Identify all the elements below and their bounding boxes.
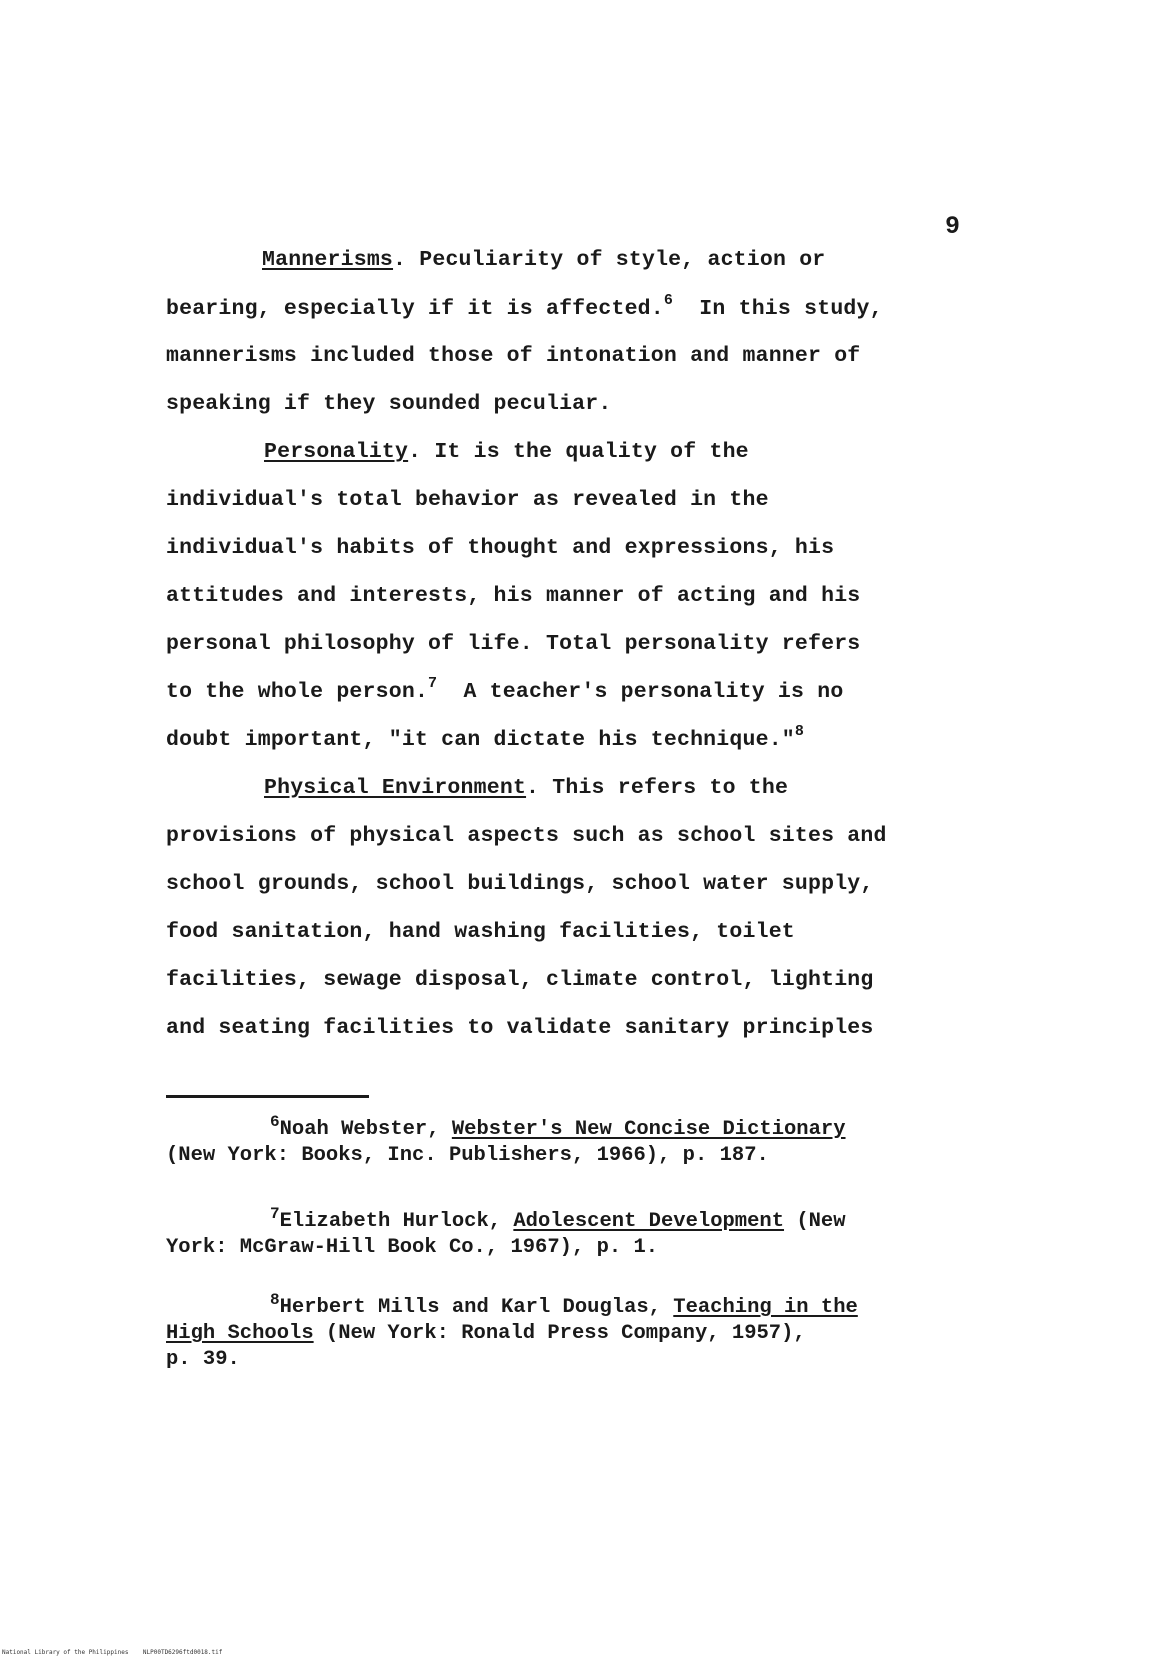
footnote-8-title-part-1: Teaching in the xyxy=(673,1296,858,1319)
personality-line-5: personal philosophy of life. Total personality refers xyxy=(166,632,861,656)
mannerisms-line-1: Mannerisms. Peculiarity of style, action or xyxy=(262,248,826,272)
term-physical-environment: Physical Environment xyxy=(264,776,527,800)
personality-line-3: individual's habits of thought and expressions, his xyxy=(166,536,835,560)
physical-line-4: food sanitation, hand washing facilities, toilet xyxy=(166,920,795,944)
footnote-6-title: Webster's New Concise Dictionary xyxy=(451,1118,846,1141)
personality-line-2: individual's total behavior as revealed in the xyxy=(166,488,769,512)
footnote-ref-8: 8 xyxy=(794,723,805,740)
scan-footer: National Library of the Philippines NLP00TD6296ftd0018.tif xyxy=(2,1649,223,1656)
footnote-8-line-1: $^8$Herbert Mills and Karl Douglas, Teaching in the xyxy=(270,1291,858,1319)
footnote-7-title: Adolescent Development xyxy=(513,1210,785,1233)
page-number: 9 xyxy=(945,212,961,241)
mannerisms-line-3: mannerisms included those of intonation and manner of xyxy=(166,344,861,368)
mannerisms-line-4: speaking if they sounded peculiar. xyxy=(166,392,612,416)
physical-line-3: school grounds, school buildings, school water supply, xyxy=(166,872,874,896)
personality-line-1: Personality. It is the quality of the xyxy=(264,440,749,464)
footnote-ref-6: 6 xyxy=(663,292,674,309)
footnote-6-line-2: (New York: Books, Inc. Publishers, 1966), p. 187. xyxy=(166,1144,769,1167)
footnote-7-line-1: $^7$Elizabeth Hurlock, Adolescent Development (New xyxy=(270,1205,846,1233)
footnote-8-line-2: High Schools (New York: Ronald Press Company, 1957), xyxy=(166,1322,806,1345)
physical-line-1: Physical Environment. This refers to the xyxy=(264,776,789,800)
physical-line-6: and seating facilities to validate sanitary principles xyxy=(166,1016,874,1040)
footnote-7-line-2: York: McGraw-Hill Book Co., 1967), p. 1. xyxy=(166,1236,659,1259)
term-mannerisms: Mannerisms xyxy=(262,248,394,272)
personality-line-4: attitudes and interests, his manner of acting and his xyxy=(166,584,861,608)
mannerisms-line-2: bearing, especially if it is affected.$^6$ In this study, xyxy=(166,292,883,321)
personality-line-6: to the whole person.$^7$ A teacher's personality is no xyxy=(166,675,844,704)
personality-line-7: doubt important, "it can dictate his technique."$^8$ xyxy=(166,723,805,752)
footnote-divider xyxy=(166,1095,369,1098)
footnote-8-title-part-2: High Schools xyxy=(166,1322,314,1345)
physical-line-5: facilities, sewage disposal, climate control, lighting xyxy=(166,968,874,992)
footnote-6-line-1: $^6$Noah Webster, Webster's New Concise Dictionary xyxy=(270,1113,846,1141)
physical-line-2: provisions of physical aspects such as school sites and xyxy=(166,824,887,848)
footnote-ref-7: 7 xyxy=(428,675,438,692)
footnote-8-line-3: p. 39. xyxy=(166,1348,240,1371)
term-personality: Personality xyxy=(264,440,409,464)
